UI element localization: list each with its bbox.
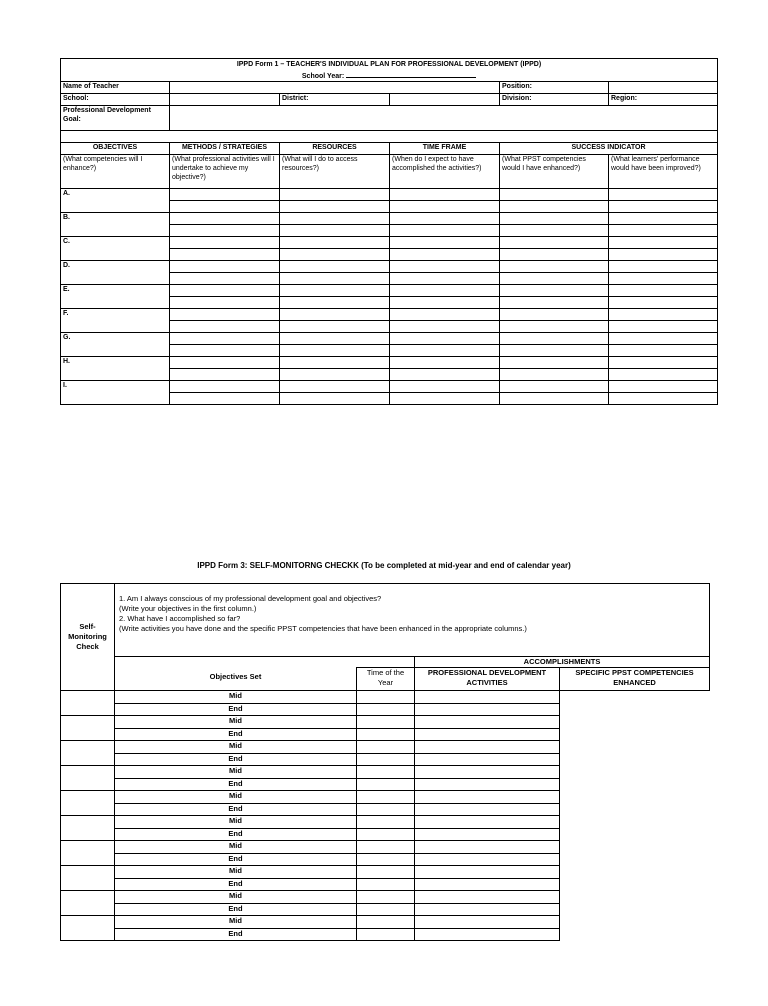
objective-cell[interactable] — [280, 261, 390, 273]
objective-cell[interactable] — [280, 213, 390, 225]
objective-set-cell[interactable] — [61, 841, 115, 866]
objective-set-cell[interactable] — [61, 891, 115, 916]
objective-label[interactable]: A. — [61, 189, 170, 213]
ppst-competency-cell[interactable] — [415, 928, 560, 941]
objective-cell[interactable] — [390, 225, 500, 237]
objective-cell[interactable] — [390, 333, 500, 345]
form1-objective-rows — [61, 189, 718, 405]
objective-cell[interactable] — [280, 249, 390, 261]
monitoring-row — [61, 778, 710, 791]
objective-cell[interactable] — [609, 321, 718, 333]
objective-cell[interactable] — [609, 309, 718, 321]
objective-cell[interactable] — [500, 273, 609, 285]
monitoring-row — [61, 891, 710, 904]
ppst-competency-cell[interactable] — [415, 753, 560, 766]
end-time-label: End — [115, 703, 357, 716]
end-time-label: End — [115, 878, 357, 891]
objective-cell[interactable] — [170, 309, 280, 321]
mid-time-label: Mid — [115, 791, 357, 804]
objective-cell[interactable] — [170, 261, 280, 273]
objective-cell[interactable] — [500, 285, 609, 297]
objective-cell[interactable] — [170, 345, 280, 357]
pd-activity-cell[interactable] — [357, 741, 415, 754]
district-label: District: — [280, 94, 390, 106]
ppst-competency-cell[interactable] — [415, 741, 560, 754]
school-year-label: School Year: — [301, 72, 345, 80]
objective-cell[interactable] — [280, 273, 390, 285]
ppst-competency-cell[interactable] — [415, 878, 560, 891]
instruction-line-4: (Write activities you have done and the specific PPST competencies that have been enhanced in the appropriate columns.) — [119, 624, 527, 633]
objective-cell[interactable] — [500, 297, 609, 309]
objective-cell[interactable] — [500, 213, 609, 225]
objective-cell[interactable] — [280, 201, 390, 213]
objective-cell[interactable] — [170, 189, 280, 201]
objective-cell[interactable] — [280, 345, 390, 357]
objective-cell[interactable] — [390, 369, 500, 381]
objective-cell[interactable] — [609, 369, 718, 381]
instruction-line-3: 2. What have I accomplished so far? — [119, 614, 241, 623]
monitoring-row — [61, 916, 710, 929]
col-success-learners-question: (What learners' performance would have been improved?) — [609, 155, 718, 189]
monitoring-row — [61, 803, 710, 816]
ippd-form3-table — [60, 583, 710, 941]
mid-time-label: Mid — [115, 916, 357, 929]
instruction-line-1: 1. Am I always conscious of my professional development goal and objectives? — [119, 594, 382, 603]
objective-cell[interactable] — [609, 333, 718, 345]
objective-cell[interactable] — [390, 393, 500, 405]
pd-goal-input[interactable] — [170, 106, 718, 131]
ppst-competency-cell[interactable] — [415, 691, 560, 704]
spacer-row — [61, 131, 718, 143]
school-input[interactable] — [170, 94, 280, 106]
monitoring-row — [61, 816, 710, 829]
end-time-label: End — [115, 928, 357, 941]
objective-cell[interactable] — [170, 249, 280, 261]
end-time-label: End — [115, 778, 357, 791]
mid-time-label: Mid — [115, 741, 357, 754]
ppst-competency-cell[interactable] — [415, 791, 560, 804]
objective-cell[interactable] — [280, 393, 390, 405]
objective-cell[interactable] — [500, 369, 609, 381]
pd-activities-header: PROFESSIONAL DEVELOPMENT ACTIVITIES — [415, 668, 560, 691]
objective-cell[interactable] — [170, 213, 280, 225]
col-resources: RESOURCES — [280, 143, 390, 155]
objective-cell[interactable] — [390, 261, 500, 273]
objective-cell[interactable] — [390, 213, 500, 225]
objective-set-cell[interactable] — [61, 691, 115, 716]
objective-cell[interactable] — [280, 381, 390, 393]
ppst-competency-cell[interactable] — [415, 728, 560, 741]
ppst-competency-cell[interactable] — [415, 703, 560, 716]
monitoring-row — [61, 741, 710, 754]
ppst-competency-cell[interactable] — [415, 866, 560, 879]
pd-activity-cell[interactable] — [357, 853, 415, 866]
objective-cell[interactable] — [390, 189, 500, 201]
objective-cell[interactable] — [500, 189, 609, 201]
objective-cell[interactable] — [170, 225, 280, 237]
objective-cell[interactable] — [609, 273, 718, 285]
objective-cell[interactable] — [390, 309, 500, 321]
monitoring-row — [61, 766, 710, 779]
objective-cell[interactable] — [500, 393, 609, 405]
objective-row — [61, 261, 718, 273]
objective-row — [61, 381, 718, 393]
ippd-form1-table — [60, 58, 718, 405]
objective-cell[interactable] — [390, 321, 500, 333]
pd-activity-cell[interactable] — [357, 716, 415, 729]
objective-cell[interactable] — [609, 297, 718, 309]
col-timeframe: TIME FRAME — [390, 143, 500, 155]
objective-cell[interactable] — [170, 285, 280, 297]
objective-cell[interactable] — [390, 273, 500, 285]
pd-activity-cell[interactable] — [357, 928, 415, 941]
objective-cell[interactable] — [280, 237, 390, 249]
col-methods-question: (What professional activities will I undertake to achieve my objective?) — [170, 155, 280, 189]
pd-activity-cell[interactable] — [357, 778, 415, 791]
objective-cell[interactable] — [170, 273, 280, 285]
mid-time-label: Mid — [115, 866, 357, 879]
pd-activity-cell[interactable] — [357, 866, 415, 879]
objective-label[interactable]: B. — [61, 213, 170, 237]
mid-time-label: Mid — [115, 691, 357, 704]
pd-activity-cell[interactable] — [357, 728, 415, 741]
school-label: School: — [61, 94, 170, 106]
pd-activity-cell[interactable] — [357, 753, 415, 766]
objective-cell[interactable] — [609, 249, 718, 261]
pd-activity-cell[interactable] — [357, 816, 415, 829]
objective-cell[interactable] — [500, 309, 609, 321]
col-objectives-question: (What competencies will I enhance?) — [61, 155, 170, 189]
objective-set-cell[interactable] — [61, 816, 115, 841]
objective-cell[interactable] — [390, 357, 500, 369]
ppst-competency-cell[interactable] — [415, 916, 560, 929]
objective-set-cell[interactable] — [61, 716, 115, 741]
ppst-competency-cell[interactable] — [415, 816, 560, 829]
ppst-competency-cell[interactable] — [415, 766, 560, 779]
monitoring-row — [61, 716, 710, 729]
objective-cell[interactable] — [170, 237, 280, 249]
objective-cell[interactable] — [609, 237, 718, 249]
pd-activity-cell[interactable] — [357, 691, 415, 704]
monitoring-row — [61, 928, 710, 941]
end-time-label: End — [115, 803, 357, 816]
mid-time-label: Mid — [115, 816, 357, 829]
pd-goal-label: Professional Development Goal: — [61, 106, 170, 131]
end-time-label: End — [115, 728, 357, 741]
end-time-label: End — [115, 853, 357, 866]
end-time-label: End — [115, 828, 357, 841]
objective-cell[interactable] — [170, 369, 280, 381]
objective-cell[interactable] — [500, 321, 609, 333]
col-resources-question: (What will I do to access resources?) — [280, 155, 390, 189]
objective-cell[interactable] — [170, 333, 280, 345]
ppst-enhanced-header: SPECIFIC PPST COMPETENCIES ENHANCED — [560, 668, 710, 691]
objective-cell[interactable] — [609, 345, 718, 357]
objective-cell[interactable] — [280, 369, 390, 381]
objective-cell[interactable] — [390, 201, 500, 213]
objective-cell[interactable] — [390, 297, 500, 309]
objective-label[interactable]: E. — [61, 285, 170, 309]
monitoring-row — [61, 691, 710, 704]
end-time-label: End — [115, 903, 357, 916]
objectives-set-header: Objectives Set — [115, 668, 357, 691]
objective-cell[interactable] — [500, 333, 609, 345]
monitoring-row — [61, 753, 710, 766]
pd-activity-cell[interactable] — [357, 841, 415, 854]
objective-label[interactable]: H. — [61, 357, 170, 381]
pd-activity-cell[interactable] — [357, 878, 415, 891]
form3-monitoring-rows — [61, 691, 710, 941]
mid-time-label: Mid — [115, 766, 357, 779]
objective-label[interactable]: F. — [61, 309, 170, 333]
ppst-competency-cell[interactable] — [415, 853, 560, 866]
objective-cell[interactable] — [609, 357, 718, 369]
name-of-teacher-label: Name of Teacher — [61, 82, 170, 94]
objective-cell[interactable] — [170, 381, 280, 393]
col-success-indicator: SUCCESS INDICATOR — [500, 143, 718, 155]
col-objectives: OBJECTIVES — [61, 143, 170, 155]
objective-cell[interactable] — [500, 249, 609, 261]
self-monitoring-check-label: Self-Monitoring Check — [61, 584, 115, 691]
mid-time-label: Mid — [115, 841, 357, 854]
objective-row — [61, 333, 718, 345]
objective-cell[interactable] — [500, 201, 609, 213]
objective-cell[interactable] — [609, 213, 718, 225]
pd-activity-cell[interactable] — [357, 766, 415, 779]
form1-title: IPPD Form 1 – TEACHER'S INDIVIDUAL PLAN FOR PROFESSIONAL DEVELOPMENT (IPPD) — [236, 60, 542, 68]
objective-cell[interactable] — [390, 345, 500, 357]
objective-cell[interactable] — [500, 237, 609, 249]
objective-cell[interactable] — [170, 201, 280, 213]
instruction-line-2: (Write your objectives in the first column.) — [119, 604, 257, 613]
end-time-label: End — [115, 753, 357, 766]
objective-cell[interactable] — [280, 333, 390, 345]
monitoring-row — [61, 903, 710, 916]
objective-set-cell[interactable] — [61, 766, 115, 791]
ppst-competency-cell[interactable] — [415, 803, 560, 816]
objective-cell[interactable] — [280, 321, 390, 333]
form1-title-cell — [61, 59, 718, 82]
objective-row — [61, 237, 718, 249]
mid-time-label: Mid — [115, 716, 357, 729]
objective-cell[interactable] — [609, 201, 718, 213]
objective-cell[interactable] — [170, 321, 280, 333]
monitoring-row — [61, 853, 710, 866]
objective-cell[interactable] — [390, 381, 500, 393]
time-of-year-header: Time of the Year — [357, 668, 415, 691]
pd-activity-cell[interactable] — [357, 828, 415, 841]
pd-activity-cell[interactable] — [357, 903, 415, 916]
objective-set-cell[interactable] — [61, 916, 115, 941]
objective-cell[interactable] — [500, 357, 609, 369]
objective-cell[interactable] — [500, 381, 609, 393]
form3-header-blank — [115, 657, 415, 668]
division-label: Division: — [500, 94, 609, 106]
monitoring-row — [61, 878, 710, 891]
objective-cell[interactable] — [170, 357, 280, 369]
objective-label[interactable]: C. — [61, 237, 170, 261]
monitoring-row — [61, 828, 710, 841]
objective-cell[interactable] — [390, 249, 500, 261]
objective-cell[interactable] — [609, 393, 718, 405]
objective-cell[interactable] — [609, 381, 718, 393]
objective-row — [61, 309, 718, 321]
school-year — [63, 69, 715, 81]
objective-cell[interactable] — [500, 225, 609, 237]
objective-set-cell[interactable] — [61, 791, 115, 816]
objective-set-cell[interactable] — [61, 741, 115, 766]
pd-activity-cell[interactable] — [357, 791, 415, 804]
objective-label[interactable]: I. — [61, 381, 170, 405]
pd-activity-cell[interactable] — [357, 803, 415, 816]
objective-cell[interactable] — [609, 189, 718, 201]
objective-cell[interactable] — [280, 309, 390, 321]
objective-cell[interactable] — [170, 393, 280, 405]
monitoring-row — [61, 703, 710, 716]
objective-row — [61, 213, 718, 225]
pd-activity-cell[interactable] — [357, 703, 415, 716]
objective-row — [61, 189, 718, 201]
objective-cell[interactable] — [390, 237, 500, 249]
objective-row — [61, 285, 718, 297]
monitoring-row — [61, 866, 710, 879]
objective-cell[interactable] — [609, 225, 718, 237]
ppst-competency-cell[interactable] — [415, 716, 560, 729]
objective-cell[interactable] — [609, 261, 718, 273]
school-year-input[interactable] — [346, 69, 476, 78]
position-input[interactable] — [609, 82, 718, 94]
district-input[interactable] — [390, 94, 500, 106]
form3-title: IPPD Form 3: SELF-MONITORNG CHECKK (To be completed at mid-year and end of calendar year) — [197, 561, 571, 570]
form3-instructions — [115, 584, 710, 657]
name-of-teacher-input[interactable] — [170, 82, 500, 94]
objective-cell[interactable] — [280, 285, 390, 297]
col-methods: METHODS / STRATEGIES — [170, 143, 280, 155]
monitoring-row — [61, 791, 710, 804]
objective-cell[interactable] — [280, 225, 390, 237]
region-label: Region: — [609, 94, 718, 106]
accomplishments-header: ACCOMPLISHMENTS — [415, 657, 710, 668]
ppst-competency-cell[interactable] — [415, 778, 560, 791]
objective-cell[interactable] — [280, 297, 390, 309]
objective-set-cell[interactable] — [61, 866, 115, 891]
objective-cell[interactable] — [390, 285, 500, 297]
position-label: Position: — [500, 82, 609, 94]
pd-activity-cell[interactable] — [357, 916, 415, 929]
ppst-competency-cell[interactable] — [415, 903, 560, 916]
monitoring-row — [61, 728, 710, 741]
objective-cell[interactable] — [280, 357, 390, 369]
mid-time-label: Mid — [115, 891, 357, 904]
objective-cell[interactable] — [170, 297, 280, 309]
objective-cell[interactable] — [500, 345, 609, 357]
ppst-competency-cell[interactable] — [415, 891, 560, 904]
ppst-competency-cell[interactable] — [415, 841, 560, 854]
col-success-ppst-question: (What PPST competencies would I have enhanced?) — [500, 155, 609, 189]
monitoring-row — [61, 841, 710, 854]
objective-label[interactable]: D. — [61, 261, 170, 285]
objective-label[interactable]: G. — [61, 333, 170, 357]
ppst-competency-cell[interactable] — [415, 828, 560, 841]
col-timeframe-question: (When do I expect to have accomplished the activities?) — [390, 155, 500, 189]
objective-cell[interactable] — [280, 189, 390, 201]
objective-row — [61, 357, 718, 369]
pd-activity-cell[interactable] — [357, 891, 415, 904]
objective-cell[interactable] — [500, 261, 609, 273]
objective-cell[interactable] — [609, 285, 718, 297]
